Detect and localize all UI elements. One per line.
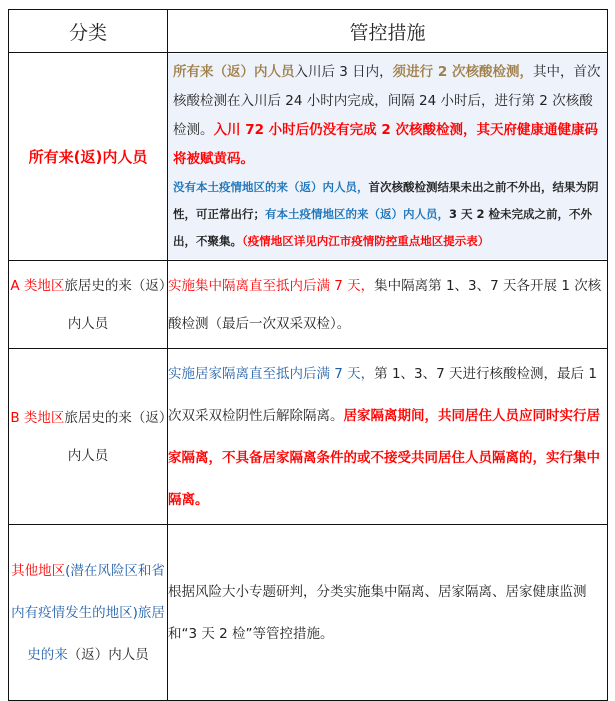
category-other-region xyxy=(9,525,168,701)
table-row xyxy=(9,349,608,525)
text-span: 所有来（返）内人员 xyxy=(173,64,295,80)
text-span: 首次核酸检测结果未出之前不外出，结果为阴性，可正常出行； xyxy=(173,180,599,221)
category-b-region xyxy=(9,349,168,525)
text-span: 其中，首次核酸检测在入川后 24 小时内完成，间隔 24 小时后，进行第 2 次核酸检测。 xyxy=(173,64,601,138)
text-span: 3 天 2 检未完成之前，不外出，不聚集。 xyxy=(173,207,593,248)
text-span: 旅居史的来（返）内人员 xyxy=(64,277,166,332)
text-span: 实施集中隔离直至抵内后满 7 天， xyxy=(168,277,375,294)
header-category: 分类 xyxy=(9,10,168,53)
table-row xyxy=(9,53,608,261)
text-span: 入川 72 小时后仍没有完成 2 次核酸检测，其天府健康通健康码将被赋黄码。 xyxy=(173,122,598,167)
measures-paragraph-2 xyxy=(173,174,603,255)
category-all-returnees: 所有来(返)内人员 xyxy=(9,53,168,261)
text-span: （疫情地区详见内江市疫情防控重点地区提示表） xyxy=(242,234,490,248)
measures-a-region xyxy=(168,261,608,349)
text-span: 其他地区 xyxy=(11,562,66,579)
text-span: （返）内人员 xyxy=(67,646,149,663)
category-a-region xyxy=(9,261,168,349)
text-span: 旅居史的来（返）内人员 xyxy=(64,409,166,464)
text-span: (潜在风险区和省内有疫情发生的地区)旅居史的来 xyxy=(11,562,165,663)
measures-paragraph-1 xyxy=(173,58,603,174)
text-span: 第 1、3、7 天进行核酸检测，最后 1 次双采双检阴性后解除隔离。 xyxy=(168,365,597,424)
header-measures: 管控措施 xyxy=(168,10,608,53)
text-span: 集中隔离第 1、3、7 天各开展 1 次核酸检测（最后一次双采双检）。 xyxy=(168,277,602,332)
text-span: A 类地区 xyxy=(10,277,65,294)
measures-other-region xyxy=(168,525,608,701)
measures-b-region xyxy=(168,349,608,525)
text-span: 入川后 3 日内， xyxy=(294,64,393,80)
text-span: B 类地区 xyxy=(10,409,65,426)
text-span: 根据风险大小专题研判，分类实施集中隔离、居家隔离、居家健康监测和“3 天 2 检”等管控措施。 xyxy=(168,583,587,642)
text-span: 须进行 2 次核酸检测， xyxy=(392,64,533,80)
measures-all-returnees xyxy=(168,53,608,261)
policy-table xyxy=(8,9,608,701)
table-row xyxy=(9,525,608,701)
text-span: 有本土疫情地区的来（返）内人员， xyxy=(265,207,449,221)
table-row xyxy=(9,261,608,349)
header-row xyxy=(9,10,608,53)
text-span: 居家隔离期间，共同居住人员应同时实行居家隔离，不具备居家隔离条件的或不接受共同居住人员隔离的，实行集中隔离。 xyxy=(168,407,600,508)
text-span: 没有本土疫情地区的来（返）内人员， xyxy=(173,180,369,194)
highlighted-measures xyxy=(168,54,607,259)
text-span: 实施居家隔离直至抵内后满 7 天， xyxy=(168,365,375,382)
